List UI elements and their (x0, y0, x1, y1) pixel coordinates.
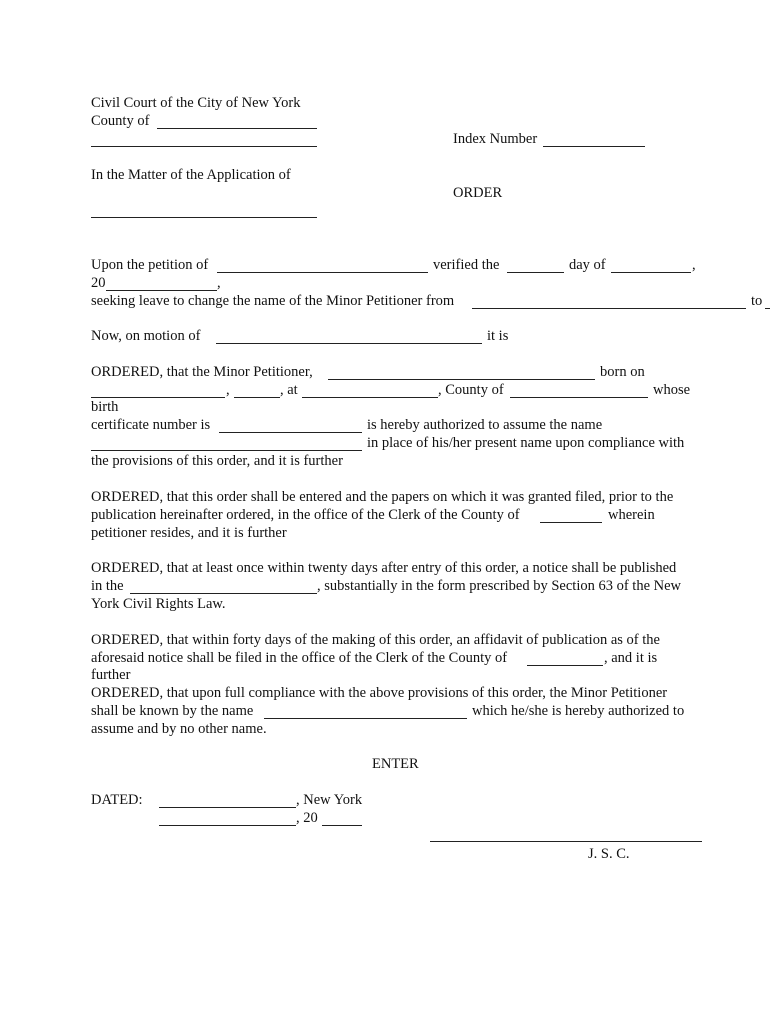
matter-label: In the Matter of the Application of (91, 167, 291, 183)
dated-label: DATED: (91, 792, 143, 808)
and-it-is-text: , and it is (604, 650, 658, 666)
ordered-compliance-line-1: ORDERED, that upon full compliance with the above provisions of this order, the Minor Petitioner (91, 685, 668, 701)
which-text: which he/she is hereby authorized to (472, 703, 685, 719)
applicant-name-blank[interactable] (91, 217, 317, 218)
verified-day-blank[interactable] (507, 272, 564, 273)
year-prefix-text: 20 (91, 275, 106, 291)
provisions-text: the provisions of this order, and it is further (91, 453, 343, 469)
birth-date-comma-text: , (226, 382, 230, 398)
wherein-text: wherein (608, 507, 655, 523)
further-text: further (91, 667, 131, 683)
seeking-leave-text: seeking leave to change the name of the Minor Petitioner from (91, 293, 455, 309)
born-on-text: born on (600, 364, 645, 380)
ordered-notice-line-3: York Civil Rights Law. (91, 596, 226, 612)
index-number-label: Index Number (453, 131, 538, 147)
newspaper-blank[interactable] (130, 593, 317, 594)
certificate-text: certificate number is (91, 417, 211, 433)
ordered-minor-text: ORDERED, that the Minor Petitioner, (91, 364, 313, 380)
year-comma-text: , (217, 275, 221, 291)
dated-year-blank[interactable] (322, 825, 362, 826)
movant-name-blank[interactable] (216, 343, 482, 344)
county-label: County of (91, 113, 150, 129)
new-york-text: , New York (296, 792, 363, 808)
ordered-affidavit-line-1: ORDERED, that within forty days of the making of this order, an affidavit of publication as of the (91, 632, 660, 648)
in-the-text: in the (91, 578, 124, 594)
at-text: , at (280, 382, 298, 398)
court-name: Civil Court of the City of New York (91, 95, 301, 111)
now-on-motion-text: Now, on motion of (91, 328, 201, 344)
minor-name-blank[interactable] (328, 379, 595, 380)
new-name-blank[interactable] (765, 308, 770, 309)
day-of-text: day of (569, 257, 606, 273)
ordered-notice-line-1: ORDERED, that at least once within twenty days after entry of this order, a notice shall be published (91, 560, 677, 576)
petitioner-name-blank[interactable] (217, 272, 428, 273)
enter-label: ENTER (372, 756, 419, 772)
caption-blank[interactable] (91, 146, 317, 147)
known-name-blank[interactable] (264, 718, 467, 719)
county-blank[interactable] (157, 128, 317, 129)
to-text: to (751, 293, 763, 309)
birth-county-blank[interactable] (510, 397, 648, 398)
ordered-entered-line-1: ORDERED, that this order shall be entered and the papers on which it was granted filed, prior to the (91, 489, 674, 505)
whose-text: whose (653, 382, 691, 398)
upon-petition-text: Upon the petition of (91, 257, 209, 273)
ordered-entered-line-3: petitioner resides, and it is further (91, 525, 287, 541)
birth-text: birth (91, 399, 119, 415)
birth-place-blank[interactable] (302, 397, 438, 398)
ordered-entered-line-2: publication hereinafter ordered, in the office of the Clerk of the County of (91, 507, 520, 523)
authorized-text: is hereby authorized to assume the name (367, 417, 603, 433)
ordered-affidavit-line-2: aforesaid notice shall be filed in the office of the Clerk of the County of (91, 650, 508, 666)
in-place-text: in place of his/her present name upon compliance with (367, 435, 685, 451)
it-is-text: it is (487, 328, 509, 344)
clerk-county-blank[interactable] (540, 522, 602, 523)
assumed-name-blank[interactable] (91, 450, 362, 451)
certificate-number-blank[interactable] (219, 432, 362, 433)
verified-year-blank[interactable] (106, 290, 217, 291)
dated-date-blank[interactable] (159, 807, 296, 808)
jsc-label: J. S. C. (588, 846, 630, 862)
index-number-blank[interactable] (543, 146, 645, 147)
signature-line[interactable] (430, 841, 702, 842)
verified-month-blank[interactable] (611, 272, 691, 273)
year-20-text: , 20 (296, 810, 318, 826)
order-title: ORDER (453, 185, 503, 201)
comma-text: , (692, 257, 696, 273)
present-name-blank[interactable] (472, 308, 746, 309)
verified-the-text: verified the (433, 257, 500, 273)
dated-month-blank[interactable] (159, 825, 296, 826)
county-of-text: , County of (438, 382, 504, 398)
substantially-text: , substantially in the form prescribed by Section 63 of the New (317, 578, 682, 594)
affidavit-county-blank[interactable] (527, 665, 603, 666)
birth-year-blank[interactable] (234, 397, 280, 398)
known-by-text: shall be known by the name (91, 703, 254, 719)
ordered-compliance-line-3: assume and by no other name. (91, 721, 267, 737)
